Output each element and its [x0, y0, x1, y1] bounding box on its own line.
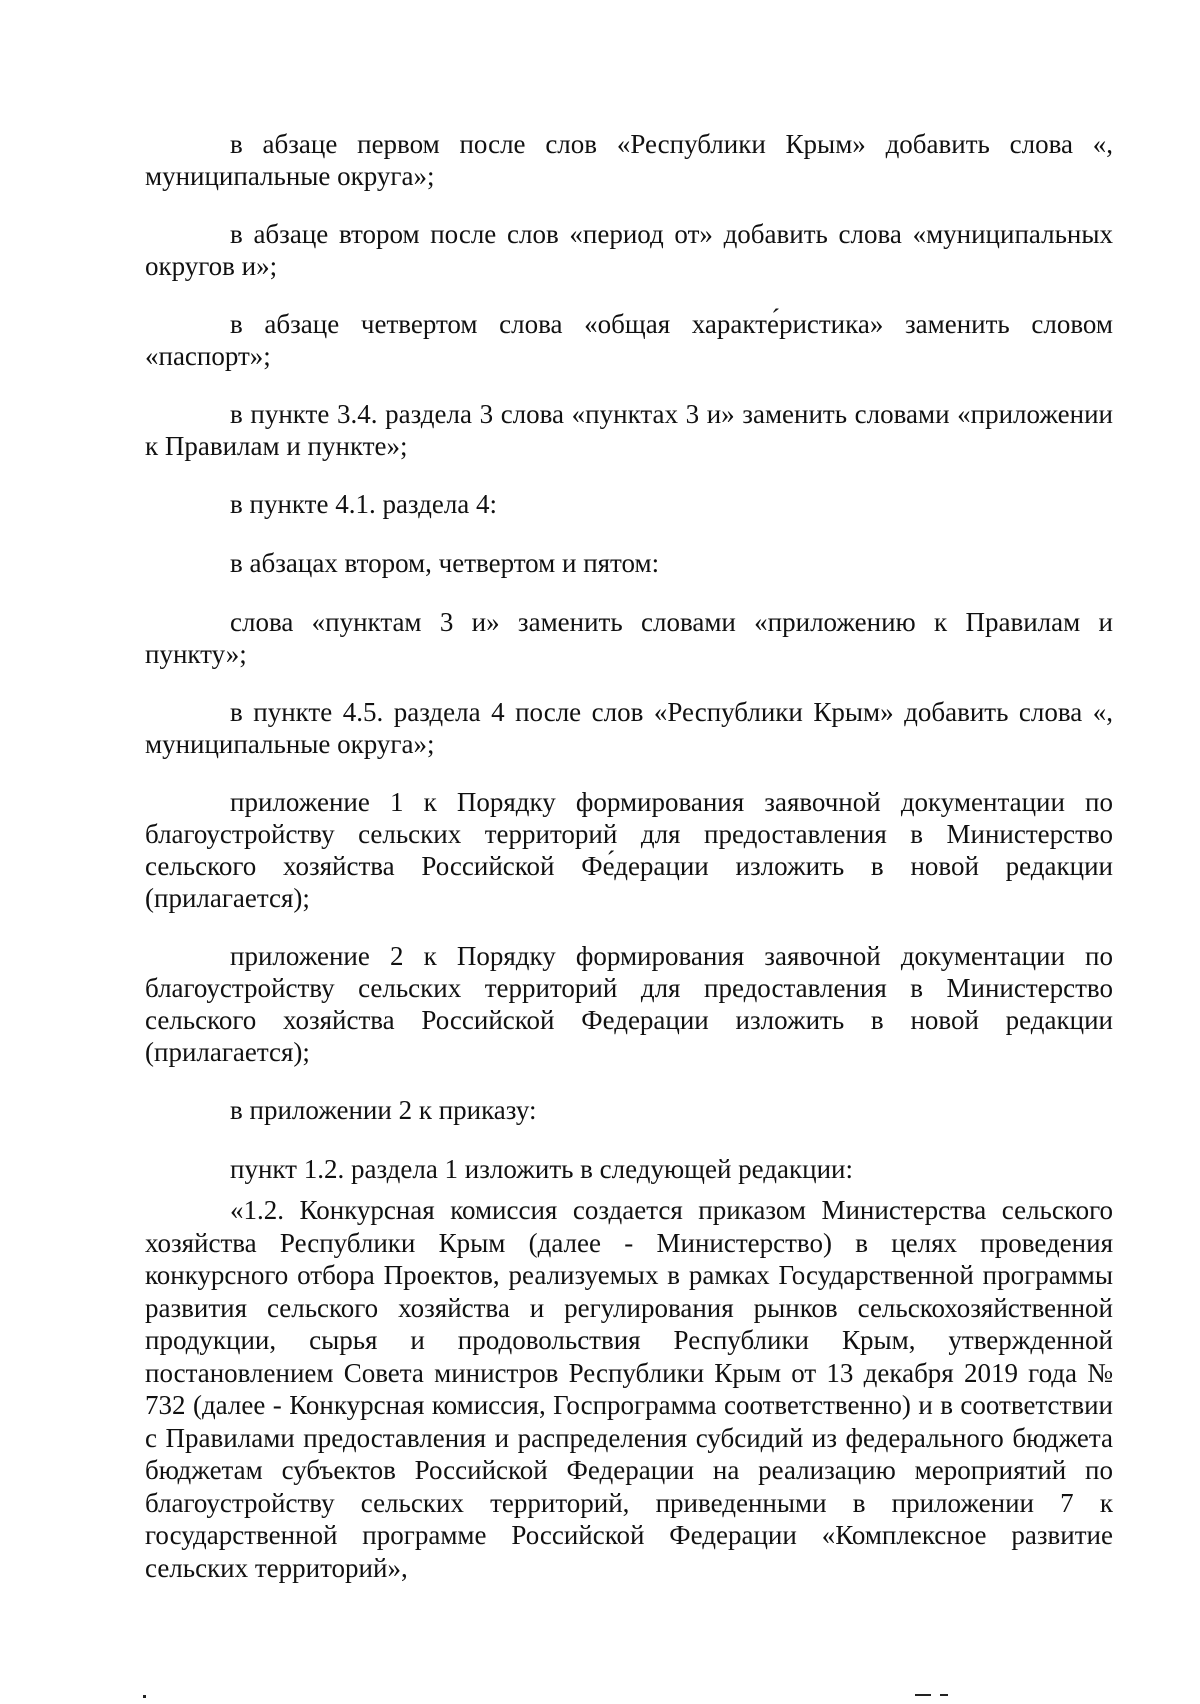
- scan-dash-mark: [915, 1694, 931, 1696]
- paragraph-2: в абзаце втором после слов «период от» добавить слова «муниципальных округов и»;: [145, 219, 1113, 281]
- paragraph-13: «1.2. Конкурсная комиссия создается приказом Министерства сельского хозяйства Республики Крым (далее - Министерство) в целях проведения конкурсного отбора Проектов, реализуемых в рамках Государственной программы развития сельского хозяйства и регулирования рынков сельскохозяйственной продукции, сырья и продовольствия Республики Крым, утвержденной постановлением Совета министров Республики Крым от 13 декабря 2019 года № 732 (далее - Конкурсная комиссия, Госпрограмма соответственно) и в соответствии с Правилами предоставления и распределения субсидий из федерального бюджета бюджетам субъектов Российской Федерации на реализацию мероприятий по благоустройству сельских территорий, приведенными в приложении 7 к государственной программе Российской Федерации «Комплексное развитие сельских территорий»,: [145, 1195, 1113, 1583]
- paragraph-4: в пункте 3.4. раздела 3 слова «пунктах 3 и» заменить словами «приложении к Правилам и пункте»;: [145, 399, 1113, 461]
- paragraph-9: приложение 1 к Порядку формирования заявочной документации по благоустройству сельских территорий для предоставления в Министерство сельского хозяйства Российской Фе́дерации изложить в новой редакции (прилагается);: [145, 787, 1113, 913]
- paragraph-1: в абзаце первом после слов «Республики Крым» добавить слова «, муниципальные округа»;: [145, 129, 1113, 191]
- paragraph-11: в приложении 2 к приказу:: [230, 1095, 537, 1125]
- paragraph-6: в абзацах втором, четвертом и пятом:: [230, 548, 660, 578]
- scan-dash-mark-2: [940, 1694, 948, 1696]
- paragraph-5: в пункте 4.1. раздела 4:: [230, 489, 498, 519]
- paragraph-8: в пункте 4.5. раздела 4 после слов «Республики Крым» добавить слова «, муниципальные округа»;: [145, 697, 1113, 759]
- document-body: [145, 128, 1113, 1610]
- paragraph-12: пункт 1.2. раздела 1 изложить в следующей редакции:: [230, 1154, 853, 1184]
- scan-speck: [143, 1695, 146, 1698]
- paragraph-7: слова «пунктам 3 и» заменить словами «приложению к Правилам и пункту»;: [145, 607, 1113, 669]
- paragraph-10: приложение 2 к Порядку формирования заявочной документации по благоустройству сельских территорий для предоставления в Министерство сельского хозяйства Российской Федерации изложить в новой редакции (прилагается);: [145, 941, 1113, 1067]
- paragraph-3: в абзаце четвертом слова «общая характе́ристика» заменить словом «паспорт»;: [145, 309, 1113, 371]
